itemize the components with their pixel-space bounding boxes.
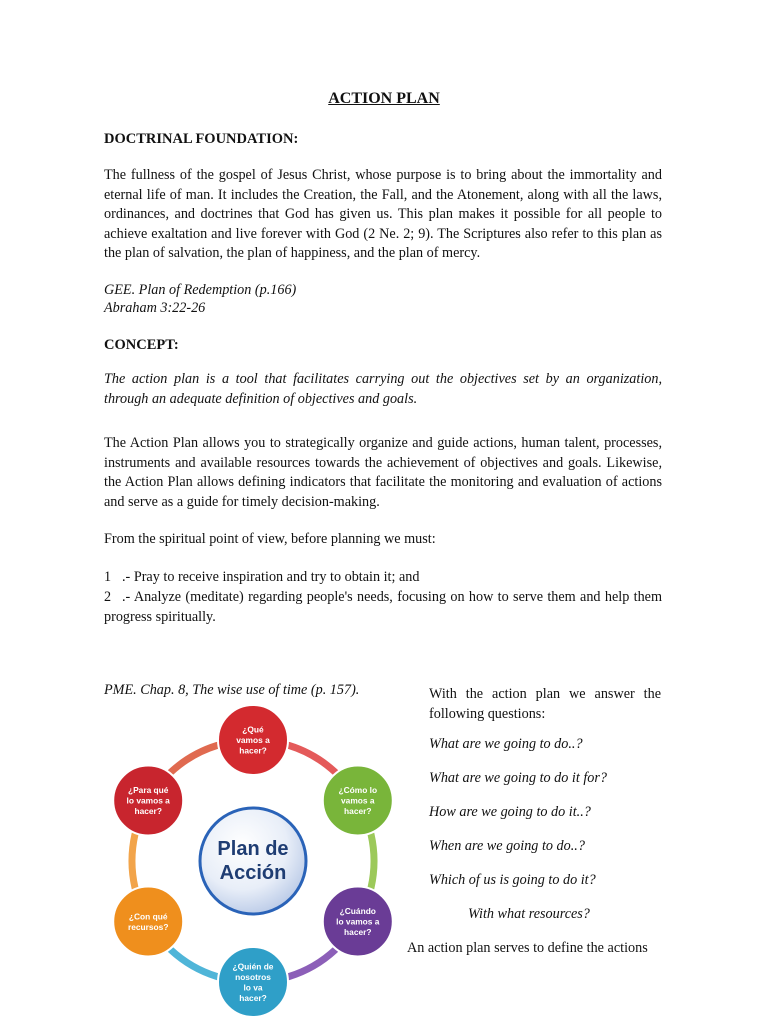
cycle-diagram-svg <box>100 700 400 1020</box>
question-item: How are we going to do it..? <box>429 804 591 820</box>
cycle-node-label: ¿Cuándo <box>339 906 376 916</box>
cycle-node-label: lo va <box>243 982 263 993</box>
center-label: Acción <box>219 862 287 884</box>
questions-intro: With the action plan we answer the following questions: <box>429 686 661 722</box>
cycle-node-label: ¿Con qué <box>128 911 168 922</box>
list-number: 1 <box>104 569 112 585</box>
concept-heading: CONCEPT: <box>104 337 179 353</box>
cycle-node-label: hacer? <box>134 806 162 816</box>
question-item: When are we going to do..? <box>429 838 585 854</box>
list-text: .- Analyze (meditate) regarding people's needs, focusing on how to serve them and help them progress spiritually. <box>104 589 662 625</box>
cycle-node-label: ¿Para qué <box>127 785 169 795</box>
cycle-connector-arc <box>171 950 217 977</box>
reference-gee: GEE. Plan of Redemption (p.166) <box>104 282 297 298</box>
question-item: What are we going to do..? <box>429 736 583 752</box>
list-item <box>104 588 662 627</box>
center-label: Plan de <box>217 838 289 860</box>
cycle-connector-arc <box>289 745 335 772</box>
list-text: .- Pray to receive inspiration and try to obtain it; and <box>122 569 420 585</box>
doctrinal-heading: DOCTRINAL FOUNDATION: <box>104 131 299 147</box>
concept-definition: The action plan is a tool that facilitates carrying out the objectives set by an organization, through an adequate definition of objectives and goals. <box>104 371 662 407</box>
cycle-node-label: ¿Quién de <box>232 961 274 972</box>
concept-paragraph: The Action Plan allows you to strategically organize and guide actions, human talent, processes, instruments and available resources towards the achievement of objectives and goals. Likewise, the Action Plan allows defining indicators that facilitate the monitoring and evaluation of actions and serve as a guide for timely decision-making. <box>104 435 662 510</box>
cycle-connector-arc <box>289 950 335 977</box>
question-item: What are we going to do it for? <box>429 770 607 786</box>
cycle-node-label: hacer? <box>344 927 372 937</box>
cycle-node-label: hacer? <box>344 806 372 816</box>
cycle-node-label: vamos a <box>236 735 270 745</box>
cycle-connector-arc <box>371 834 374 888</box>
questions-closing: An action plan serves to define the actions <box>407 940 648 956</box>
page-title: ACTION PLAN <box>328 90 440 107</box>
list-item <box>104 568 662 588</box>
cycle-node-label: hacer? <box>239 992 267 1003</box>
cycle-node-label: ¿Qué <box>242 724 264 735</box>
action-plan-cycle-diagram <box>100 700 400 1020</box>
cycle-connector-arc <box>171 745 217 772</box>
cycle-node-label: lo vamos a <box>336 916 380 927</box>
list-number: 2 <box>104 589 112 605</box>
cycle-node-label: ¿Cómo lo <box>338 785 378 795</box>
question-item: Which of us is going to do it? <box>429 872 596 888</box>
cycle-node-label: recursos? <box>127 921 169 932</box>
cycle-connector-arc <box>132 834 135 888</box>
cycle-node-label: lo vamos a <box>126 795 170 806</box>
reference-pme: PME. Chap. 8, The wise use of time (p. 157). <box>104 682 360 698</box>
cycle-node-label: vamos a <box>341 795 375 806</box>
cycle-node-label: nosotros <box>235 971 271 982</box>
reference-abraham: Abraham 3:22-26 <box>104 300 206 316</box>
question-item: With what resources? <box>468 906 590 922</box>
center-circle <box>200 808 306 914</box>
spiritual-intro: From the spiritual point of view, before planning we must: <box>104 531 436 547</box>
cycle-node-label: hacer? <box>239 745 267 756</box>
doctrinal-paragraph: The fullness of the gospel of Jesus Christ, whose purpose is to bring about the immortality and eternal life of man. It includes the Creation, the Fall, and the Atonement, along with all the laws, ordinances, and doctrines that God has given us. This plan makes it possible for all people to achieve exaltation and live forever with God (2 Ne. 2; 9). The Scriptures also refer to this plan as the plan of salvation, the plan of happiness, and the plan of mercy. <box>104 167 662 261</box>
